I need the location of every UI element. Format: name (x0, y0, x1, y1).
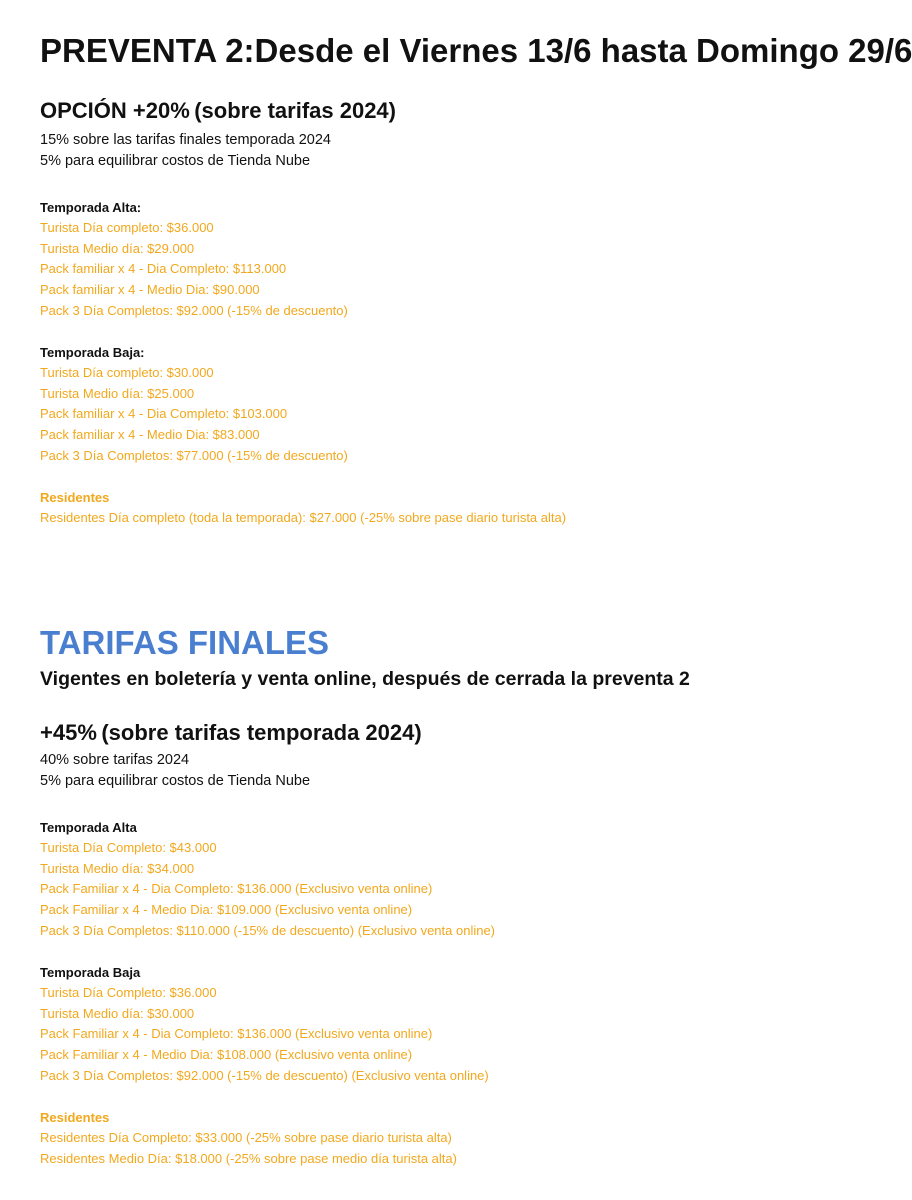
note-line: 5% para equilibrar costos de Tienda Nube (40, 153, 311, 169)
price-item: Turista Día completo: $36.000 (40, 220, 214, 235)
price-item: Pack Familiar x 4 - Medio Dia: $108.000 (Exclusivo venta online) (40, 1047, 413, 1063)
price-item: Residentes Medio Día: $18.000 (-25% sobre pase medio día turista alta) (40, 1150, 457, 1166)
section-label: Temporada Baja (40, 965, 141, 980)
price-item: Residentes Día Completo: $33.000 (-25% sobre pase diario turista alta) (40, 1130, 452, 1145)
price-item: Pack familiar x 4 - Dia Completo: $103.000 (40, 406, 288, 422)
price-item: Pack 3 Día Completos: $77.000 (-15% de descuento) (40, 447, 348, 463)
price-item: Residentes Día completo (toda la temporada): $27.000 (-25% sobre pase diario turista alta) (40, 510, 567, 525)
finales-notes (40, 750, 744, 792)
finales-option-subtitle: (sobre tarifas temporada 2024) (101, 720, 422, 745)
preventa-residentes-section (40, 488, 744, 529)
preventa-alta-section (40, 198, 744, 322)
finales-baja-section (40, 963, 744, 1087)
price-item: Pack 3 Día Completos: $110.000 (-15% de descuento) (Exclusivo venta online) (40, 922, 496, 938)
price-item: Pack familiar x 4 - Medio Dia: $83.000 (40, 427, 260, 443)
price-item: Turista Día completo: $30.000 (40, 365, 214, 380)
finales-option-header (40, 722, 744, 745)
preventa-subtitle: Desde el Viernes 13/6 hasta Domingo 29/6 (254, 32, 912, 69)
price-item: Turista Medio día: $29.000 (40, 240, 195, 256)
preventa-option-subtitle: (sobre tarifas 2024) (194, 98, 396, 123)
preventa-header (40, 32, 912, 69)
note-line: 5% para equilibrar costos de Tienda Nube (40, 773, 311, 789)
preventa-option-title: OPCIÓN +20% (40, 98, 190, 123)
price-item: Turista Día Completo: $43.000 (40, 840, 217, 855)
price-item: Pack Familiar x 4 - Dia Completo: $136.000 (Exclusivo venta online) (40, 881, 433, 897)
finales-alta-section (40, 818, 744, 942)
finales-subtitle-block (40, 670, 744, 690)
finales-subtitle: Vigentes en boletería y venta online, después de cerrada la preventa 2 (40, 668, 690, 690)
preventa-notes (40, 130, 744, 172)
note-line: 15% sobre las tarifas finales temporada 2024 (40, 132, 331, 148)
finales-header (40, 626, 744, 659)
price-item: Turista Medio día: $25.000 (40, 385, 195, 401)
section-label: Residentes (40, 1110, 110, 1125)
finales-title: TARIFAS FINALES (40, 624, 330, 661)
price-item: Pack 3 Día Completos: $92.000 (-15% de descuento) (40, 302, 348, 318)
price-item: Turista Medio día: $34.000 (40, 860, 195, 876)
section-label: Residentes (40, 490, 110, 505)
preventa-option-header (40, 100, 744, 123)
section-label: Temporada Alta (40, 820, 137, 835)
price-item: Turista Medio día: $30.000 (40, 1005, 195, 1021)
preventa-title: PREVENTA 2: (40, 32, 255, 69)
finales-residentes-section (40, 1108, 744, 1169)
section-label: Temporada Baja: (40, 345, 145, 360)
price-item: Turista Día Completo: $36.000 (40, 985, 217, 1000)
price-item: Pack familiar x 4 - Dia Completo: $113.000 (40, 261, 287, 277)
section-label: Temporada Alta: (40, 200, 142, 215)
price-item: Pack familiar x 4 - Medio Dia: $90.000 (40, 282, 260, 298)
finales-option-title: +45% (40, 720, 97, 745)
note-line: 40% sobre tarifas 2024 (40, 752, 190, 768)
preventa-baja-section (40, 343, 744, 467)
price-item: Pack Familiar x 4 - Medio Dia: $109.000 (Exclusivo venta online) (40, 902, 413, 918)
price-item: Pack Familiar x 4 - Dia Completo: $136.000 (Exclusivo venta online) (40, 1026, 433, 1042)
price-item: Pack 3 Día Completos: $92.000 (-15% de descuento) (Exclusivo venta online) (40, 1067, 489, 1083)
